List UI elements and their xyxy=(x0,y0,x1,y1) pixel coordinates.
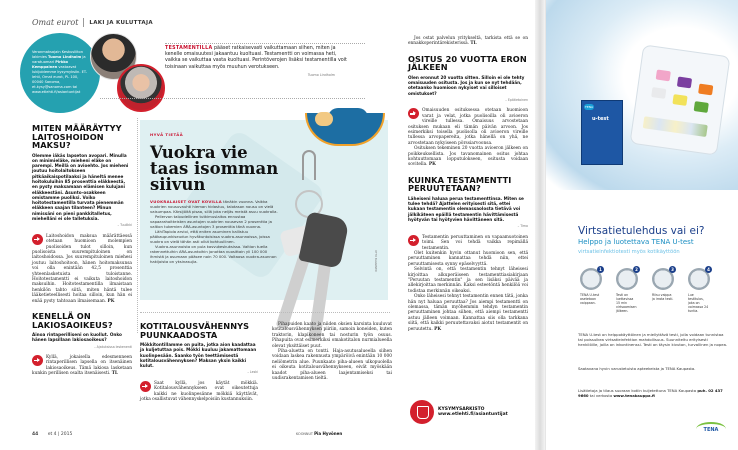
step-image xyxy=(580,268,602,290)
author-initials: PK xyxy=(107,298,115,304)
info-box-lead xyxy=(150,199,280,214)
article-title: KUINKA TESTAMENTTI PERUUTETAAN? xyxy=(408,174,512,194)
step-image xyxy=(688,268,710,290)
intro-text: Veronmaksajain Keskusliiton lakimies xyxy=(32,50,84,59)
step-text: Testi on luettavissa 15 min virtsaamisen jälkeen. xyxy=(616,293,637,313)
paragraph: Vuokra-asunnoista on pula kasvukeskuksissa. Valtion tuella rakennettuihin ARA-asuntoihin jonottaa vuosittain yli 100 000 ihmistä ja asumaan pääsee noin 70 000. Valtaosa vuokra-asunnon hakijoista on yksinasujia. xyxy=(150,244,277,264)
ad-tagline: virtsatieinfektiotesti myös kotikäyttöön xyxy=(578,249,680,255)
archive-text xyxy=(438,407,508,418)
lead-text: tänäkin vuonna. Vaikka vuokrien nousuvauhti hieman hidastuu, talotason nousu on vielä vaisumpaa. Kärsijöitä pisaa, sillä joka neljäs meistä asuu vuokralla. xyxy=(150,199,278,214)
answer-text: Jos ostat palvelun yritykseltä, tarkista että se on ennakkoperintärekisterissä. xyxy=(408,36,528,47)
right-page-advertisement xyxy=(545,0,738,450)
question-source: – Timo xyxy=(517,224,528,229)
section-title: Omat eurot xyxy=(32,18,79,27)
reader-question: Ainoa rintaperilliseni on kuollut. Onko hänen lapsillaan lakiosaoikeus? xyxy=(32,332,122,343)
answer-text: Kyllä, jokaisella edesmenneen rintaperillisen lapsella on itsenäinen lakiosaoikeus. Tämä lakiosa lasketaan kunkin perillisen osalta itsenäisesti. xyxy=(32,355,132,377)
swatch-nitrite-positive xyxy=(656,70,671,82)
usage-steps xyxy=(580,268,710,313)
divider xyxy=(100,98,365,99)
byline xyxy=(296,431,342,436)
lead-kicker: VUOKRALAISET OVAT KOVILLA xyxy=(150,199,222,204)
author-initials: PK xyxy=(428,162,436,168)
step-image xyxy=(616,268,638,290)
swatch-leuco-negative xyxy=(672,94,687,106)
article-column-2 xyxy=(140,322,258,403)
answer-text: Testamentin peruuttaminen on vapaamuotoinen toimi. Sen voi tehdä vaikka repimällä testamentin. xyxy=(422,234,528,251)
intro-text: ja varatuomari xyxy=(32,55,86,64)
author-initials: PK xyxy=(434,326,442,332)
contact-text: Lisätietoja ja tilaus suoraan kotiin kuljetettuna TENA Kaupasta xyxy=(578,388,698,393)
quote-signature: Tuomo Lindholm xyxy=(307,72,335,77)
subsection-title: LAKI JA KULUTTAJA xyxy=(89,19,153,26)
byline-label: KOONNUT xyxy=(296,432,314,436)
expert-answer xyxy=(32,234,132,304)
paragraph: Pellervon taloudellinen tutkimuslaitos ennustaa vapaarahoitteisten asuntojen vuokrien nousevan 2 prosenttia ja valtion tukemien ARA-asuntojen 3 prosenttia tänä vuonna. xyxy=(150,214,272,229)
step-2 xyxy=(616,268,638,313)
paragraph: Pihapuiden kaato ja niiden oksien karsinta kuuluvat kotitalousvähennyksen piiriin, samoin koneiden, kuten traktorin, klapikoneen tai nosturin työn osuus. Pihapuita ovat esimerkiksi omakotitalon nurmialueella olevat yksittäiset puut. xyxy=(272,322,392,349)
divider xyxy=(140,312,390,313)
quote-text: pääset ratkaisevasti vaikuttamaan siihen, miten ja kenelle omaisuutesi jakaantuu kuoltuasi. Testamentti on voimassa heti, vaikka se vaikuttaa vasta kuoltuasi. Perintöverojen lisäksi testamentilla voit toisinaan vaikuttaa myös muuhun verotukseen. xyxy=(165,46,347,70)
step-3 xyxy=(652,268,674,313)
ad-headline: Virtsatietulehdus vai ei? xyxy=(578,225,705,237)
author-initials: TL xyxy=(470,41,477,47)
arrow-right-icon xyxy=(408,108,419,119)
info-box-content xyxy=(150,132,280,264)
page-gutter xyxy=(535,0,545,450)
coin-icon xyxy=(315,112,333,126)
question-source: – Tuulikki xyxy=(117,223,132,228)
paragraph: Selvintä on, että testamentin tehnyt läheisesi kirjoittaa alkuperäiseen testamenttiasiakirjaan "Peruutan testamentin" ja sen lisäksi päivää ja allekirjoittaa merkinnän. Kaksi esteetöntä henkilöä voi todistaa merkinnän oikeaksi. xyxy=(408,267,528,294)
step-1 xyxy=(580,268,602,313)
answer-text: Omaisuuden osituksessa otetaan huomioon varat ja velat, jotka puolisoilla oli avioeron vireille tullessa. Omaisuus arvostetaan osituksen mukaan eli tämän päivän arvoon. Jos esimerkiksi toisella puolisolla oli avioeron vireille tullessa arvopapereita, jotka hänellä on yhä, ne arvostetaan nykyiseen pörssiarvoonsa. xyxy=(408,108,528,146)
article-title: KOTITALOUSVÄHENNYS PUUNKAADOSTA xyxy=(140,321,250,340)
question-source: – Ajatuksissa leskenenti xyxy=(94,344,132,349)
answer-text: Saat kyllä, jos käytät mökkiä. Kotitalousvähennykseen ovat oikeutettuja kaikki ne kuolinpesänne mökkiä käyttävät, jotka osallistuvat vähennyskelpoisiin kustannuksiin. xyxy=(140,380,258,403)
question-archive-link[interactable] xyxy=(410,400,508,424)
divider xyxy=(165,43,365,44)
archive-icon xyxy=(410,400,434,424)
ad-contact xyxy=(578,388,728,398)
reader-question: Olen eronnut 20 vuotta sitten. Silloin ei ole tehty omaisuuden ositusta. Jos ja kun se nyt tehdään, otetaanko huomioon nykyiset vai silloiset omistukset? xyxy=(408,74,525,96)
expert-answer xyxy=(140,381,258,403)
answer-text: Onko läheisesi tehnyt testamentin ennen tätä, jonka hän nyt haluaa peruuttaa? Jos aiempi testamentti on olemassa, tämän myöhemmin tehdyn testamentin peruuttaminen johtaa siihen, että aiempi testamentti astuu jälleen voimaan. Kannattaa siis olla tarkkana siitä, että kaikki peruutettavaksi aiotut testamentit on peruutettu. xyxy=(408,294,528,332)
step-number: 1 xyxy=(597,266,604,273)
swatch-nitrite-negative xyxy=(651,87,666,99)
arrow-right-icon xyxy=(32,234,43,245)
contact-text: tai verkosta xyxy=(588,393,614,398)
author-initials: TL xyxy=(111,371,118,377)
paragraph: Piha-aluetta on tontti. Haja-asutusalueella siihen voidaan laskea rakennusta ympäröivä enintään 10 000 neliömetrin alue. Puunkaato piha-alueen ulkopuolella ei oikeuta kotitalousvähennykseen, eivät myöskään kaadot piha-alueen laajentamiseksi tai uudisrakentamisen tieltä. xyxy=(272,349,392,382)
reader-question: Mökkitontillamme on puita, jotka aion kaadattaa ja kuljetuttaa pois. Mökki kuuluu jakamattomaan kuolinpesään. Saanko työn teettämisestä kotitalousvähennyksen? Maksan yksin kaikki kulut. xyxy=(140,342,257,369)
archive-url[interactable]: www.etlehti.fi/asiantuntijat xyxy=(438,412,508,417)
step-number: 4 xyxy=(705,266,712,273)
step-4 xyxy=(688,268,710,313)
photo-credit: OTTO PAANANEN xyxy=(374,250,377,272)
step-text: Riisu vaippa ja irrota testi. xyxy=(652,293,674,301)
swatch-valid xyxy=(698,84,713,96)
question-source: – Leski xyxy=(247,370,258,375)
step-text: TENA U-test asetetaan vaippaan. xyxy=(580,293,600,305)
info-box-kicker: HYVÄ TIETÄÄ xyxy=(150,132,184,137)
step-text: Lue testitulos, joka on voimassa 24 tuntia. xyxy=(688,293,709,313)
arrow-right-icon xyxy=(140,381,151,392)
section-header xyxy=(32,18,153,27)
divider xyxy=(137,118,138,333)
article-title: KENELLÄ ON LAKIOSAOIKEUS? xyxy=(32,311,113,330)
archive-title: KYSYMYSARKISTO xyxy=(438,406,485,412)
info-box xyxy=(140,120,388,300)
page-folio xyxy=(32,432,72,437)
pull-quote xyxy=(165,46,350,78)
expert-answer xyxy=(408,235,528,332)
answer-text: Osituksen tekeminen 20 vuotta avioeron jälkeen on poikkeuksellista. Jos tavanomainen ositus johtaa kohtuuttomaan lopputulokseen, ositusta voidaan sovitella. xyxy=(408,146,528,168)
ad-subheadline: Helppo ja luotettava TENA U-test xyxy=(578,238,694,246)
article-title: OSITUS 20 VUOTTA ERON JÄLKEEN xyxy=(408,53,527,73)
question-source: – Epätietoinen xyxy=(505,98,528,102)
divider xyxy=(83,18,84,27)
expert-answer xyxy=(32,355,132,377)
article-column-3 xyxy=(272,322,392,381)
expert-name-1: Tuomo Lindholm xyxy=(48,55,82,59)
byline-name: Pia Hyvönen xyxy=(314,431,343,436)
avatar-pirkko-kemppainen xyxy=(117,64,165,112)
arrow-right-icon xyxy=(408,235,419,246)
expert-name-2: Pirkko Kemppainen xyxy=(32,60,69,69)
swatch-normal xyxy=(694,101,709,113)
step-image xyxy=(652,268,674,290)
answer-continued xyxy=(408,36,528,47)
step-number: 2 xyxy=(633,266,640,273)
article-column-1 xyxy=(32,124,132,377)
brand-badge: TENA xyxy=(585,105,594,109)
product-label: u-test xyxy=(592,116,609,122)
product-box-image xyxy=(581,100,623,165)
phone-number[interactable]: puh. 02 437 9660 xyxy=(578,388,723,398)
article-title: MITEN MÄÄRÄYTYY LAITOSHOIDON MAKSU? xyxy=(32,123,122,150)
arrow-right-icon xyxy=(32,355,43,366)
article-column-4 xyxy=(408,36,528,332)
swatch-leuco-positive xyxy=(677,77,692,89)
test-strip xyxy=(643,116,708,137)
reader-question: Läheiseni haluaa perua testamenttinsa. Miten se tulee tehdä? Ajattelen erityisesti sitä, ettei kukaan testamentin olemassaolosta tietävä voi jälkikäteen epäillä testamentin hävittämisestä hyötyvän tai hyötyvien hävittäneen sitä. xyxy=(408,195,524,223)
expert-answer-continued xyxy=(272,322,392,381)
page-number: 44 xyxy=(32,432,39,437)
quote-kicker: TESTAMENTILLA xyxy=(165,46,213,51)
paragraph: Olet kuitenkin hyvin ottanut huomioon sen, että peruuttaminen kannattaa tehdä niin, ettei peruuttamisesta synny epäselvyyttä. xyxy=(408,250,528,267)
test-card-image xyxy=(629,44,730,155)
expert-answer xyxy=(408,108,528,167)
reader-question: Olemme iäkäs lapseton avopari. Minulla on minimieläke, mieheni eläke on parempi. Meillä on avioehto. Jos mieheni joutuu hoitolaitokseen pitkäaikaispotilaaksi ja häneltä menee hoitokuluihin 85 prosenttia eläkkeestä, en pysty maksamaan elämisen kulujani eläkkeestäni. Asunto-osakkeen omistamme puoliksi. Voiko hoitotestamentilla turvata pienemmän eläkkeen saajan tilanteen? Minun nimissäni on pieni pankkitalletus, miehelläni ei ole talletuksia. xyxy=(32,152,129,222)
ad-availability: Saatavana hyvin varustetuista apteekeista ja TENA Kaupasta. xyxy=(578,366,696,371)
website-link[interactable]: www.tenakauppa.fi xyxy=(613,393,655,398)
info-box-body xyxy=(150,214,280,264)
intro-contact: vastaavat lukijoidemme kysymyksiin. ET-lehti, Omat eurot, PL 100, 00040 Sanoma, et.kysy@sanoma.com tai www.etlehti.fi/asiantuntijat xyxy=(32,65,88,94)
answer-text: Laitoshoidon maksua määrättäessä otetaan huomioon molempien puolisoiden tulot silloin, kun puolisoista suurempituloinen on laitoshoidossa. Jos suurempituloinen miehesi joutuu laitoshoitoon, hänen hoitomaksunsa voi olla enintään 42,5 prosenttia yhteenlasketuista tuloistanne. Hoitotestamentti ei vaikuta laitoshoidon maksuihin. Hoitotestamentilla ilmaistaan henkilön tahto siitä, miten häntä tulee lääketieteellisesti hoitaa silloin, kun hän ei enää pysty tahtoaan ilmaisemaan. xyxy=(32,233,132,304)
paragraph: LähiTapiola arvioi, että eniten asuminen kallistuu pääkaupunkiseudun hyväkuntoisissa vuokra-asunnoissa, joissa vuokra on vielä tähän asti ollut kohtuullinen. xyxy=(150,229,270,244)
step-number: 3 xyxy=(669,266,676,273)
ad-body: TENA U-test on helppokäyttöinen ja miellyttävä testi, jolla voidaan tunnistaa tai poissulkea virtsatieinfektion mahdollisuus. Suunniteltu erityisesti henkilöille, joilla on inkontinenssi. Testi on täysin kivuton, turvallinen ja nopea. xyxy=(578,332,728,347)
info-box-title: Vuokra vie taas isomman siivun xyxy=(150,143,279,194)
issue-number: et 4 | 2015 xyxy=(47,432,73,437)
tena-logo: TENA xyxy=(696,422,726,436)
hook-icon xyxy=(302,150,316,180)
